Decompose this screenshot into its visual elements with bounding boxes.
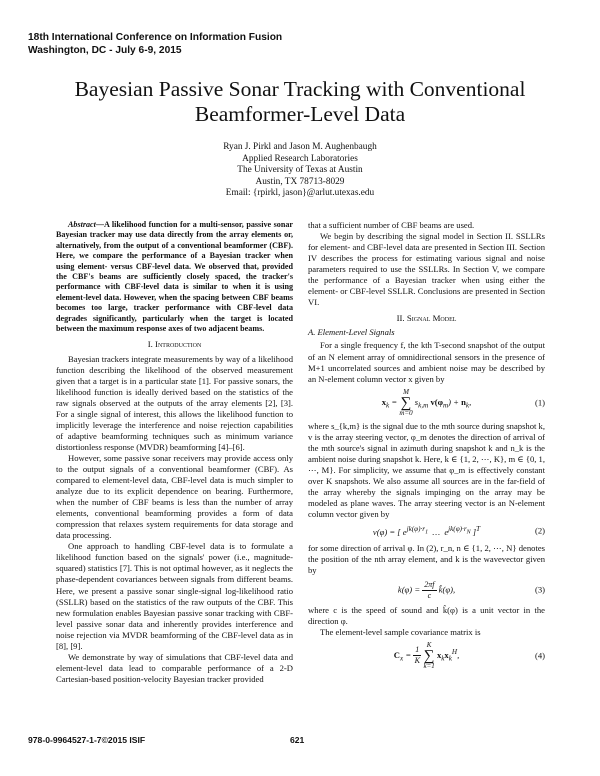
model-paragraph-3: for some direction of arrival φ. In (2), r_n, n ∈ {1, 2, ⋯, N} denotes the position of the nth array element, and k is the wavevector given by — [308, 542, 545, 575]
conference-name: 18th International Conference on Information Fusion — [28, 32, 283, 43]
eq1-noise: n — [461, 396, 466, 407]
eq4-numerator: 1 — [415, 645, 420, 655]
model-paragraph-1: For a single frequency f, the kth T-second snapshot of the output of an N element array of omnidirectional sensors in the presence of M+1 uncorrelated sources and ambient noise may be described by an N-element column vector x given by — [308, 340, 545, 384]
affiliation-university: The University of Texas at Austin — [237, 165, 363, 176]
eq3-lhs: k(φ) = — [397, 584, 421, 595]
author-block — [100, 142, 500, 200]
intro-paragraph-3: One approach to handling CBF-level data is to formulate a likelihood function based on the signals' power (i.e., magnitude-squared) statistics [7]. This is not optimal however, as it neglects the phase-dependent covariances between signals from different beams. Here, we present a passive sonar single-signal log-likelihood ratio (SSLLR) based on the statistics of the raw outputs of the CBF. This new formulation enables Bayesian passive sonar tracking with CBF-level passive sonar data and inherently provides interference and noise rejection via MVDR beamforming of the CBF-level data as in [8], [9]. — [56, 541, 293, 651]
eq4-lhs: C — [393, 649, 400, 660]
equation-2-number: (2) — [534, 525, 545, 536]
equation-1-number: (1) — [534, 397, 545, 408]
eq1-summation: M ∑ m=0 — [399, 387, 413, 417]
right-column — [308, 220, 545, 674]
eq3-denominator: c — [427, 590, 432, 600]
conference-location: Washington, DC - July 6-9, 2015 — [28, 44, 182, 56]
eq2-dots: … — [432, 526, 441, 537]
eq1-steering: v(φ — [430, 396, 443, 407]
eq3-rhs: k̂(φ), — [438, 584, 456, 595]
eq4-summation: K ∑ k=1 — [423, 640, 435, 670]
footer-isbn: 978-0-9964527-1-7©2015 ISIF — [28, 735, 146, 745]
eq1-sum-lower: m=0 — [399, 408, 413, 417]
eq4-rhs: x — [436, 649, 442, 660]
eq4-fraction — [413, 645, 421, 666]
equation-2: v(φ) = [ $e^{jk(\varphi)\cdot r_1}$ … $e^{jk(\varphi)\cdot r_N}$ ]$^T$ (2) — [372, 525, 545, 537]
eq4-denominator: K — [414, 656, 420, 666]
intro-paragraph-continued: that a sufficient number of CBF beams are used. — [308, 220, 475, 230]
intro-paragraph-1: Bayesian trackers integrate measurements by way of a likelihood function describing the likelihood of the observed measurement given that a target is in a particular state [1]. For passive sonars, the likelihood function is ideally derived based on the statistics of the raw signals observed at the outputs of the array elements [2], [3]. For a single signal of interest, this allows the likelihood function to implicitly leverage the interference and noise rejection capabilities of adaptive beamforming techniques such as minimum variance distortionless response (MVDR) beamforming [4]–[6]. — [56, 353, 293, 452]
eq2-lhs: v(φ) = [ e — [372, 526, 407, 537]
eq3-numerator: 2πf — [424, 579, 435, 589]
equation-4-number: (4) — [534, 650, 545, 661]
abstract-text: —A likelihood function for a multi-sensor, passive sonar Bayesian tracker may use data directly from the array elements or, alternatively, from the output of a conventional beamformer (CBF). Here, we compare the performance of a Bayesian tracker when using element- versus CBF-level data. We observed that, provided the CBF's beams are sufficiently closely spaced, the tracker's performance with CBF-level data is similar to when it is using element-level data. However, when the spacing between CBF beams becomes too large, tracker performance with CBF-level data degrades significantly, particularly when the target is located between the maximum response axes of two adjacent beams. — [56, 220, 293, 334]
eq3-fraction — [422, 580, 436, 601]
conference-header — [28, 32, 282, 57]
eq2-term: e — [444, 526, 449, 537]
model-paragraph-5: The element-level sample covariance matrix is — [320, 626, 481, 637]
eq1-sum-upper: M — [403, 387, 409, 396]
model-paragraph-2: where s_{k,m} is the signal due to the mth source during snapshot k, v is the array steering vector, φ_m denotes the direction of arrival of the mth source's signal in azimuth during snapshot k and n_k is the ambient noise during snapshot k. Here, k ∈ {1, 2, ⋯, K}, m ∈ {0, 1, ⋯, M}. For simplicity, we assume that φ_m is effectively constant over K snapshots. We also assume all sources are in the far-field of the array whereby the signals impinging on the array may be modeled as plane waves. The array steering vector is an N-element column vector given by — [308, 420, 545, 520]
left-column — [56, 220, 293, 685]
equation-3 — [308, 580, 545, 601]
paper-title: Bayesian Passive Sonar Tracking with Conventional Beamformer-Level Data — [74, 77, 526, 126]
intro-paragraph-5: We begin by describing the signal model in Section II. SSLLRs for element- and CBF-level data are presented in Section III. Section IV describes the process for estimating various signal and noise parameters required to use the SSLLRs. In Section V, we compare the performance of a Bayesian tracker when using either the element- or CBF-level SSLLR. Conclusions are presented in Section VI. — [308, 231, 545, 308]
section-heading-signal-model: II. Signal Model — [396, 313, 457, 324]
equation-1: $x_k = M$ ∑ m=0 $s_{k,m}$ $v(\varphi_m) + n_k$, (1) — [381, 387, 545, 417]
subsection-heading-element-level: A. Element-Level Signals — [308, 327, 395, 338]
affiliation-city: Austin, TX 78713-8029 — [255, 176, 345, 187]
eq4-sum-lower: k=1 — [423, 661, 435, 670]
affiliation-lab: Applied Research Laboratories — [242, 153, 358, 164]
model-paragraph-4: where c is the speed of sound and k̂(φ) is a unit vector in the direction φ. — [308, 604, 545, 626]
abstract — [56, 220, 293, 334]
intro-paragraph-4: We demonstrate by way of simulations that CBF-level data and element-level data lead to comparable performance of a 2-D Cartesian-based position-velocity Bayesian tracker provided — [56, 651, 293, 684]
footer-page-number: 621 — [290, 735, 305, 745]
author-names: Ryan J. Pirkl and Jason M. Aughenbaugh — [223, 142, 377, 152]
eq4-sum-upper: K — [426, 640, 432, 649]
abstract-label: Abstract — [68, 220, 96, 229]
section-heading-introduction: I. Introduction — [147, 339, 202, 350]
equation-4: $C_x$ = $\frac{1}{K}$ K ∑ k=1 $x_kx_k^H$, (4) — [393, 640, 545, 670]
intro-paragraph-2: However, some passive sonar receivers may provide access only to the output signals of a conventional beamformer (CBF). As compared to element-level data, CBF-level data is much simpler to analyze due to its explicit dependence on bearing. Furthermore, when the number of CBF beams is less than the number of array elements, conventional beamforming provides a form of data compression that relaxes system requirements for data storage and data processing. — [56, 452, 293, 541]
equation-3-number: (3) — [534, 584, 545, 595]
author-email: Email: {rpirkl, jason}@arlut.utexas.edu — [225, 188, 375, 199]
eq1-lhs: x — [381, 396, 387, 407]
eq1-signal: s — [414, 396, 419, 407]
